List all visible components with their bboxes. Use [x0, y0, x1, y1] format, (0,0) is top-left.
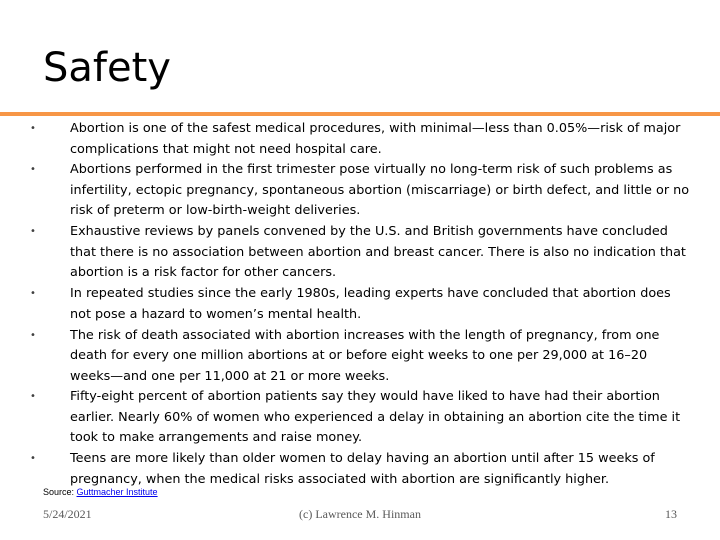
bullet-marker: •: [30, 164, 36, 176]
bullet-marker: •: [30, 123, 36, 134]
footer-author: (c) Lawrence M. Hinman: [299, 507, 421, 521]
footer-date: 5/24/2021: [43, 507, 92, 521]
slide-title: Safety: [43, 45, 171, 91]
bullet-item: [30, 449, 690, 490]
bullet-text: Teens are more likely than older women to delay having an abortion until after 15 weeks of pregnancy, when the medical risks associated with abortion are significantly higher.: [70, 451, 655, 487]
bullet-item: [30, 222, 690, 284]
bullet-text: Exhaustive reviews by panels convened by the U.S. and British governments have concluded that there is no association between abortion and breast cancer. There is also no indication that abortion is a risk factor for other cancers.: [70, 224, 686, 281]
bullet-marker: •: [30, 226, 36, 238]
bullet-item: [30, 387, 690, 449]
bullet-list: [30, 119, 690, 491]
bullet-item: [30, 284, 690, 325]
bullet-marker: •: [30, 453, 36, 465]
bullet-item: [30, 119, 690, 160]
bullet-marker: •: [30, 329, 36, 341]
bullet-text: Abortions performed in the first trimester pose virtually no long-term risk of such problems as infertility, ectopic pregnancy, spontaneous abortion (miscarriage) or birth defect, and little or no risk of preterm or low-birth-weight deliveries.: [70, 162, 690, 219]
bullet-item: [30, 326, 690, 388]
bullet-item: [30, 160, 690, 222]
title-divider: [0, 112, 720, 116]
bullet-marker: •: [30, 288, 36, 300]
page-number: 13: [665, 507, 677, 521]
source-citation: [43, 487, 158, 497]
source-label: Source:: [43, 487, 77, 497]
bullet-text: The risk of death associated with abortion increases with the length of pregnancy, from one death for every one million abortions at or before eight weeks to one per 29,000 at 16–20 weeks—and one per 11,000 at 21 or more weeks.: [70, 327, 660, 384]
source-link[interactable]: Guttmacher Institute: [76, 487, 158, 497]
bullet-marker: •: [30, 391, 36, 403]
bullet-text: Abortion is one of the safest medical procedures, with minimal—less than 0.05%—risk of major complications that might not need hospital care.: [70, 121, 681, 157]
bullet-text: Fifty-eight percent of abortion patients say they would have liked to have had their abortion earlier. Nearly 60% of women who experienced a delay in obtaining an abortion cite the time it took to make arrangements and raise money.: [70, 389, 681, 446]
bullet-text: In repeated studies since the early 1980s, leading experts have concluded that abortion does not pose a hazard to women’s mental health.: [70, 286, 671, 322]
